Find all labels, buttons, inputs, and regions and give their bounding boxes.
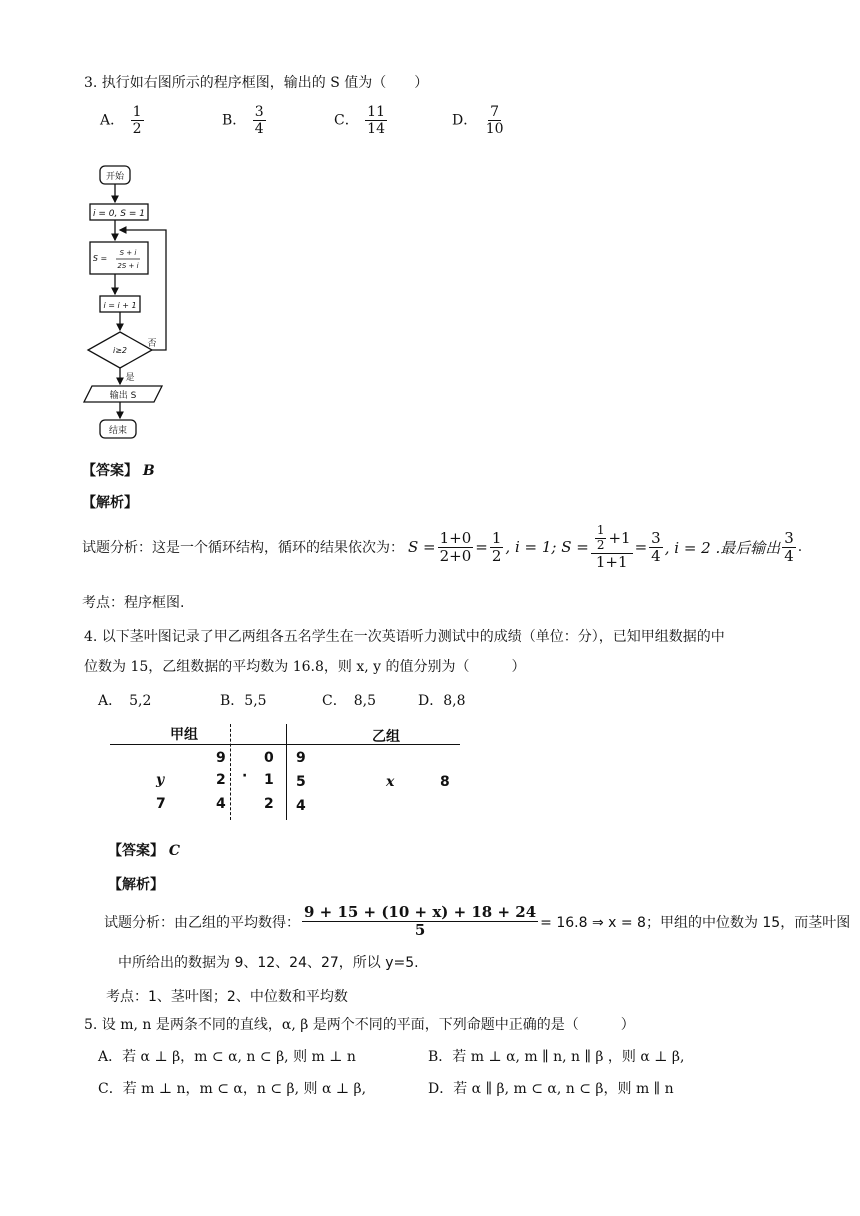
stem-value: 0: [264, 750, 274, 766]
flow-cond-text: i≥2: [112, 346, 128, 355]
right-leaf: 5: [296, 774, 306, 790]
analysis-prefix: 试题分析：这是一个循环结构，循环的结果依次为：: [82, 540, 404, 557]
q4-analysis-label: 【解析】: [108, 877, 164, 893]
q4-stem-line2: 位数为 15，乙组数据的平均数为 16.8，则 x, y 的值分别为（ ）: [84, 659, 526, 675]
flow-inc-text: i = i + 1: [103, 301, 137, 310]
answer-label: 【答案】: [108, 843, 164, 859]
option-label: D．: [452, 112, 478, 129]
right-leaf: 9: [296, 750, 306, 766]
q5-option-c: C．若 m ⊥ n，m ⊂ α，n ⊂ β, 则 α ⊥ β,: [98, 1081, 367, 1097]
stem-leaf-table: [110, 720, 470, 820]
q3-analysis: 试题分析：这是一个循环结构，循环的结果依次为： S = $\frac{1+0}{2+0}$ = $\frac{1}{2}$ , i = 1; S = $\frac{1}{2}$ +1 1+1 = $\frac{3}{4}$ , i = 2 .最后输出 $\frac{3}{4}$ .: [82, 523, 803, 571]
frac-den: 2: [491, 546, 502, 565]
left-header: 甲组: [170, 727, 198, 743]
right-leaf-x: x: [386, 774, 395, 790]
option-label: C．: [334, 112, 359, 129]
q5-option-d: D．若 α ∥ β, m ⊂ α, n ⊂ β，则 m ∥ n: [428, 1081, 674, 1097]
answer-value: C: [168, 843, 181, 859]
q4-keypoint: 考点：1、茎叶图；2、中位数和平均数: [106, 989, 348, 1005]
option-label: A．: [100, 112, 125, 129]
frac-num: 7: [490, 104, 500, 120]
answer-label: 【答案】: [82, 463, 138, 479]
q5-option-b: B．若 m ⊥ α, m ∥ n, n ∥ β ，则 α ⊥ β,: [428, 1049, 685, 1065]
frac-den: 4: [784, 546, 794, 565]
right-leaf: 4: [296, 798, 306, 814]
right-leaf: 8: [440, 774, 450, 790]
frac-num: 11: [367, 104, 385, 120]
q3-keypoint: 考点：程序框图.: [82, 595, 185, 611]
answer-value: B: [142, 463, 155, 479]
flow-assign-lhs: S =: [92, 254, 108, 263]
flow-assign-num: S + i: [119, 249, 137, 257]
analysis-mid1: , i = 1; S =: [505, 538, 589, 557]
frac-den: 10: [485, 121, 504, 138]
frac-den: 1+1: [595, 552, 628, 571]
frac-den: 2: [596, 537, 605, 552]
table-divider-right: [286, 724, 287, 820]
flow-yes-label: 是: [125, 373, 135, 383]
frac-den: 2+0: [439, 546, 472, 565]
q4-stem-line1: 4. 以下茎叶图记录了甲乙两组各五名学生在一次英语听力测试中的成绩（单位：分），已知甲组数据的中: [84, 629, 725, 645]
flow-end-text: 结束: [108, 426, 128, 436]
frac-num: 1: [596, 523, 605, 537]
frac-den: 4: [254, 121, 264, 138]
q3-option-d: [452, 104, 508, 137]
frac-den: 14: [367, 121, 385, 138]
q4-option-a: A． 5,2: [98, 693, 152, 709]
dot-mark: ·: [242, 768, 248, 784]
flow-no-label: 否: [147, 339, 157, 349]
left-leaf: 9: [216, 750, 226, 766]
q3-stem: 3. 执行如右图所示的程序框图，输出的 S 值为（ ）: [84, 75, 429, 91]
frac-num: 9 + 15 + (10 + x) + 18 + 24: [304, 903, 537, 921]
option-label: B．: [222, 112, 247, 129]
q4-answer: [108, 840, 180, 860]
q4-option-d: D．8,8: [418, 693, 466, 709]
flow-assign-den: 2S + i: [117, 262, 139, 270]
table-header-rule: [110, 744, 460, 745]
q3-option-b: [222, 104, 268, 137]
q4-analysis-line2: 中所给出的数据为 9、12、24、27，所以 y=5.: [118, 955, 419, 971]
frac-num: 3: [254, 104, 264, 120]
left-leaf: 7: [156, 796, 166, 812]
frac-den: 4: [651, 546, 661, 565]
right-header: 乙组: [372, 729, 400, 745]
flow-start-text: 开始: [105, 172, 125, 182]
q3-analysis-label: 【解析】: [82, 495, 138, 511]
q5-stem: 5. 设 m, n 是两条不同的直线，α, β 是两个不同的平面，下列命题中正确的是（ ）: [84, 1017, 635, 1033]
q3-option-a: [100, 104, 146, 137]
q3-flowchart: [80, 160, 190, 445]
frac-num: 1: [132, 104, 142, 120]
q5-option-a: A．若 α ⊥ β，m ⊂ α, n ⊂ β, 则 m ⊥ n: [98, 1049, 356, 1065]
q4-option-b: B．5,5: [220, 693, 267, 709]
analysis-tail: = 16.8 ⇒ x = 8；甲组的中位数为 15，而茎叶图: [540, 914, 851, 931]
left-leaf: 4: [216, 796, 226, 812]
frac-num: 1+0: [439, 528, 472, 547]
flow-init-text: i = 0, S = 1: [93, 209, 145, 219]
table-divider-left: [230, 724, 231, 820]
stem-value: 1: [264, 772, 274, 788]
left-leaf-y: y: [156, 772, 165, 788]
frac-num: 3: [651, 528, 661, 547]
q3-answer: [82, 460, 155, 480]
analysis-mid2: , i = 2 .最后输出: [664, 538, 781, 557]
frac-den: 5: [414, 921, 426, 940]
q4-analysis: [104, 904, 850, 940]
frac-num: 3: [784, 528, 794, 547]
analysis-prefix: 试题分析：由乙组的平均数得：: [104, 914, 300, 931]
q4-option-c: C． 8,5: [322, 693, 376, 709]
flow-output-text: 输出 S: [109, 391, 137, 401]
frac-num: 1: [491, 528, 502, 547]
stem-value: 2: [264, 796, 274, 812]
left-leaf: 2: [216, 772, 226, 788]
q3-option-c: [334, 104, 389, 137]
frac-num-tail: +1: [608, 528, 631, 547]
frac-den: 2: [132, 121, 142, 138]
